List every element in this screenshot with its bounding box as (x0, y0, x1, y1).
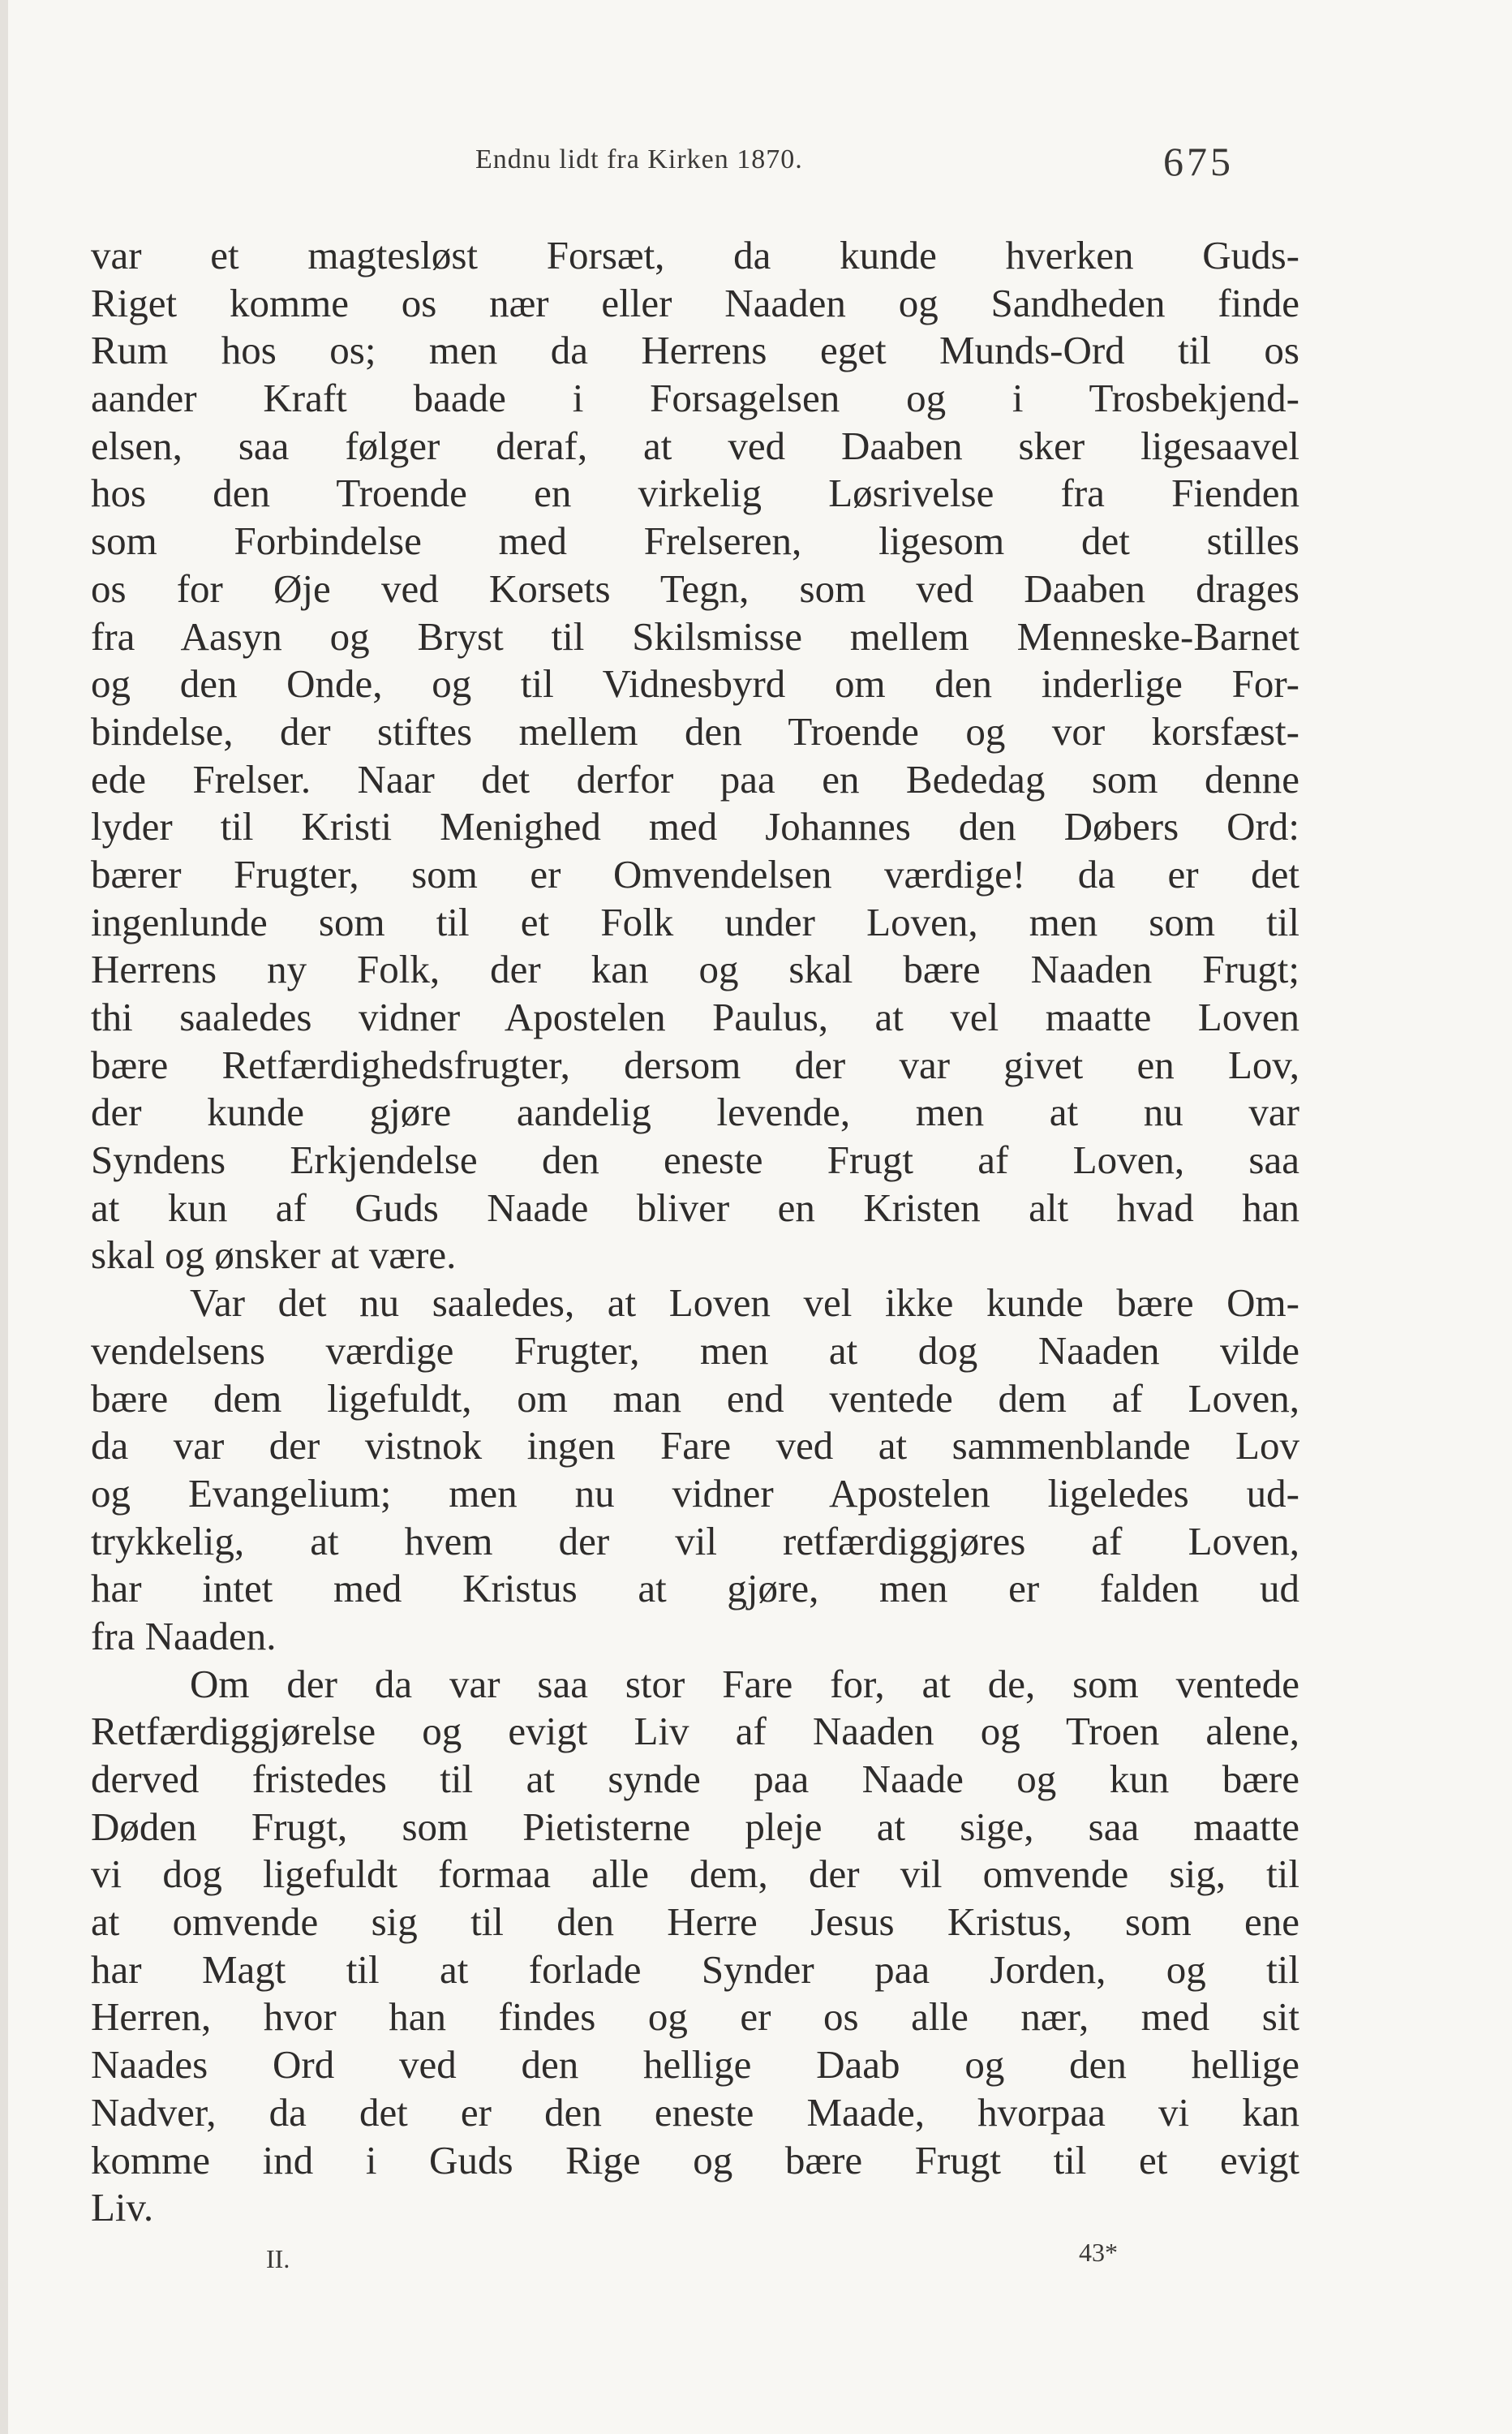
text-line: trykkelig, at hvem der vil retfærdiggjøres af Loven, (91, 1518, 1299, 1563)
text-line: Døden Frugt, som Pietisterne pleje at sige, saa maatte (91, 1804, 1299, 1849)
text-line: at kun af Guds Naade bliver en Kristen alt hvad han (91, 1185, 1299, 1230)
page-number: 675 (1163, 139, 1234, 184)
paragraph-start-line: Om der da var saa stor Fare for, at de, som ventede (190, 1661, 1299, 1706)
paragraph-start-line: Var det nu saaledes, at Loven vel ikke kunde bære Om- (190, 1280, 1299, 1326)
text-line: ede Frelser. Naar det derfor paa en Bededag som denne (91, 756, 1299, 802)
text-line: os for Øje ved Korsets Tegn, som ved Daaben drages (91, 565, 1299, 611)
text-line: har intet med Kristus at gjøre, men er falden ud (91, 1566, 1299, 1611)
running-title: Endnu lidt fra Kirken 1870. (475, 144, 803, 174)
text-line: fra Aasyn og Bryst til Skilsmisse mellem Menneske-Barnet (91, 613, 1299, 659)
text-line: at omvende sig til den Herre Jesus Kristus, som ene (91, 1899, 1299, 1945)
text-line: Naades Ord ved den hellige Daab og den hellige (91, 2042, 1299, 2088)
text-line: Herrens ny Folk, der kan og skal bære Naaden Frugt; (91, 947, 1299, 992)
page-footer (8, 2238, 1512, 2278)
text-line: var et magtesløst Forsæt, da kunde hverken Guds- (91, 233, 1299, 277)
paragraph-end-line: fra Naaden. (91, 1613, 277, 1658)
body-text (91, 232, 1299, 2232)
sheet-mark: 43* (1079, 2238, 1118, 2267)
text-line: da var der vistnok ingen Fare ved at sammenblande Lov (91, 1423, 1299, 1469)
text-line: lyder til Kristi Menighed med Johannes den Døbers Ord: (91, 804, 1299, 849)
paragraph-end-line: skal og ønsker at være. (91, 1232, 457, 1278)
text-line: og Evangelium; men nu vidner Apostelen ligeledes ud- (91, 1470, 1299, 1516)
text-line: bindelse, der stiftes mellem den Troende og vor korsfæst- (91, 708, 1299, 754)
text-line: elsen, saa følger deraf, at ved Daaben sker ligesaavel (91, 423, 1299, 468)
text-line: der kunde gjøre aandelig levende, men at nu var (91, 1090, 1299, 1135)
text-line: Retfærdiggjørelse og evigt Liv af Naaden og Troen alene, (91, 1709, 1299, 1754)
text-line: derved fristedes til at synde paa Naade og kun bære (91, 1757, 1299, 1801)
text-line: Riget komme os nær eller Naaden og Sandheden finde (91, 280, 1299, 325)
text-line: Herren, hvor han findes og er os alle nær, med sit (91, 1994, 1299, 2040)
text-line: og den Onde, og til Vidnesbyrd om den inderlige For- (91, 661, 1299, 707)
running-head (8, 138, 1512, 187)
paragraph-end-line: Liv. (91, 2185, 154, 2230)
text-line: komme ind i Guds Rige og bære Frugt til et evigt (91, 2137, 1299, 2182)
text-line: Syndens Erkjendelse den eneste Frugt af Loven, saa (91, 1137, 1299, 1183)
text-line: bære Retfærdighedsfrugter, dersom der var givet en Lov, (91, 1042, 1299, 1087)
text-line: bærer Frugter, som er Omvendelsen værdige! da er det (91, 851, 1299, 897)
text-line: vendelsens værdige Frugter, men at dog Naaden vilde (91, 1327, 1299, 1373)
text-line: som Forbindelse med Frelseren, ligesom det stilles (91, 518, 1299, 564)
text-line: hos den Troende en virkelig Løsrivelse fra Fienden (91, 471, 1299, 516)
text-line: aander Kraft baade i Forsagelsen og i Trosbekjend- (91, 376, 1299, 421)
signature-mark: II. (266, 2244, 290, 2273)
text-line: ingenlunde som til et Folk under Loven, men som til (91, 899, 1299, 944)
text-line: thi saaledes vidner Apostelen Paulus, at vel maatte Loven (91, 995, 1299, 1039)
text-line: Rum hos os; men da Herrens eget Munds-Ord til os (91, 328, 1299, 373)
text-line: bære dem ligefuldt, om man end ventede dem af Loven, (91, 1375, 1299, 1421)
text-line: Nadver, da det er den eneste Maade, hvorpaa vi kan (91, 2089, 1299, 2135)
text-line: vi dog ligefuldt formaa alle dem, der vil omvende sig, til (91, 1851, 1299, 1897)
text-line: har Magt til at forlade Synder paa Jorden, og til (91, 1946, 1299, 1992)
